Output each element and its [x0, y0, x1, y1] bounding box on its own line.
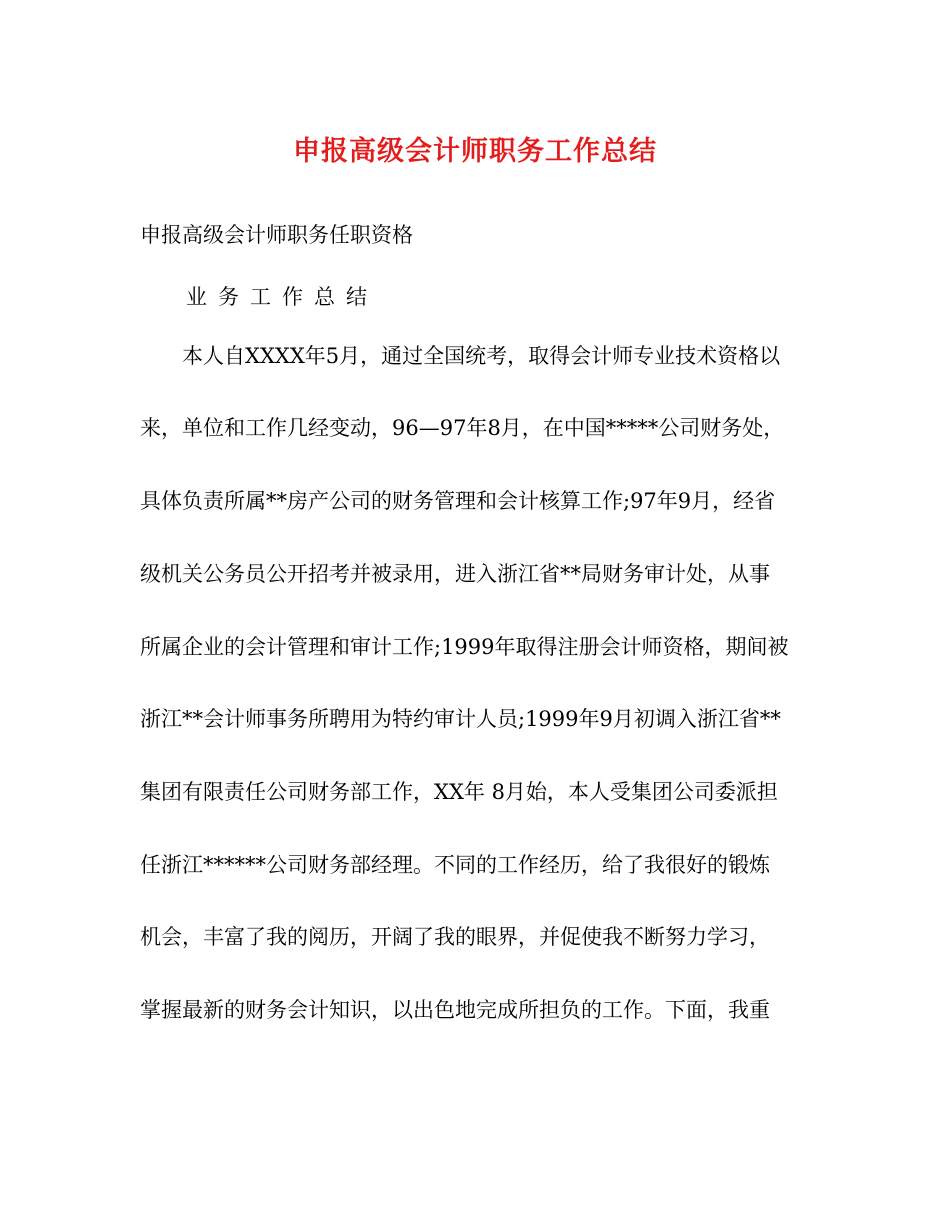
body-line: 掌握最新的财务会计知识，以出色地完成所担负的工作。下面，我重 — [140, 998, 770, 1022]
body-line: 集团有限责任公司财务部工作，XX年 8月始，本人受集团公司委派担 — [140, 780, 778, 804]
body-line: 任浙江******公司财务部经理。不同的工作经历，给了我很好的锻炼 — [140, 853, 770, 877]
body-line: 来，单位和工作几经变动，96—97年8月，在中国*****公司财务处， — [140, 416, 785, 440]
body-line: 所属企业的会计管理和审计工作;1999年取得注册会计师资格，期间被 — [140, 635, 789, 659]
document-title: 申报高级会计师职务工作总结 — [293, 136, 657, 167]
body-line: 浙江**会计师事务所聘用为特约审计人员;1999年9月初调入浙江省** — [140, 707, 781, 731]
body-line: 具体负责所属**房产公司的财务管理和会计核算工作;97年9月，经省 — [140, 489, 776, 513]
body-line: 本人自XXXX年5月，通过全国统考，取得会计师专业技术资格以 — [182, 344, 781, 368]
body-line: 级机关公务员公开招考并被录用，进入浙江省**局财务审计处，从事 — [140, 562, 770, 586]
body-line: 机会，丰富了我的阅历，开阔了我的眼界，并促使我不断努力学习， — [140, 925, 770, 949]
document-subtitle: 申报高级会计师职务任职资格 — [140, 223, 413, 247]
section-heading: 业务工作总结 — [186, 285, 378, 309]
